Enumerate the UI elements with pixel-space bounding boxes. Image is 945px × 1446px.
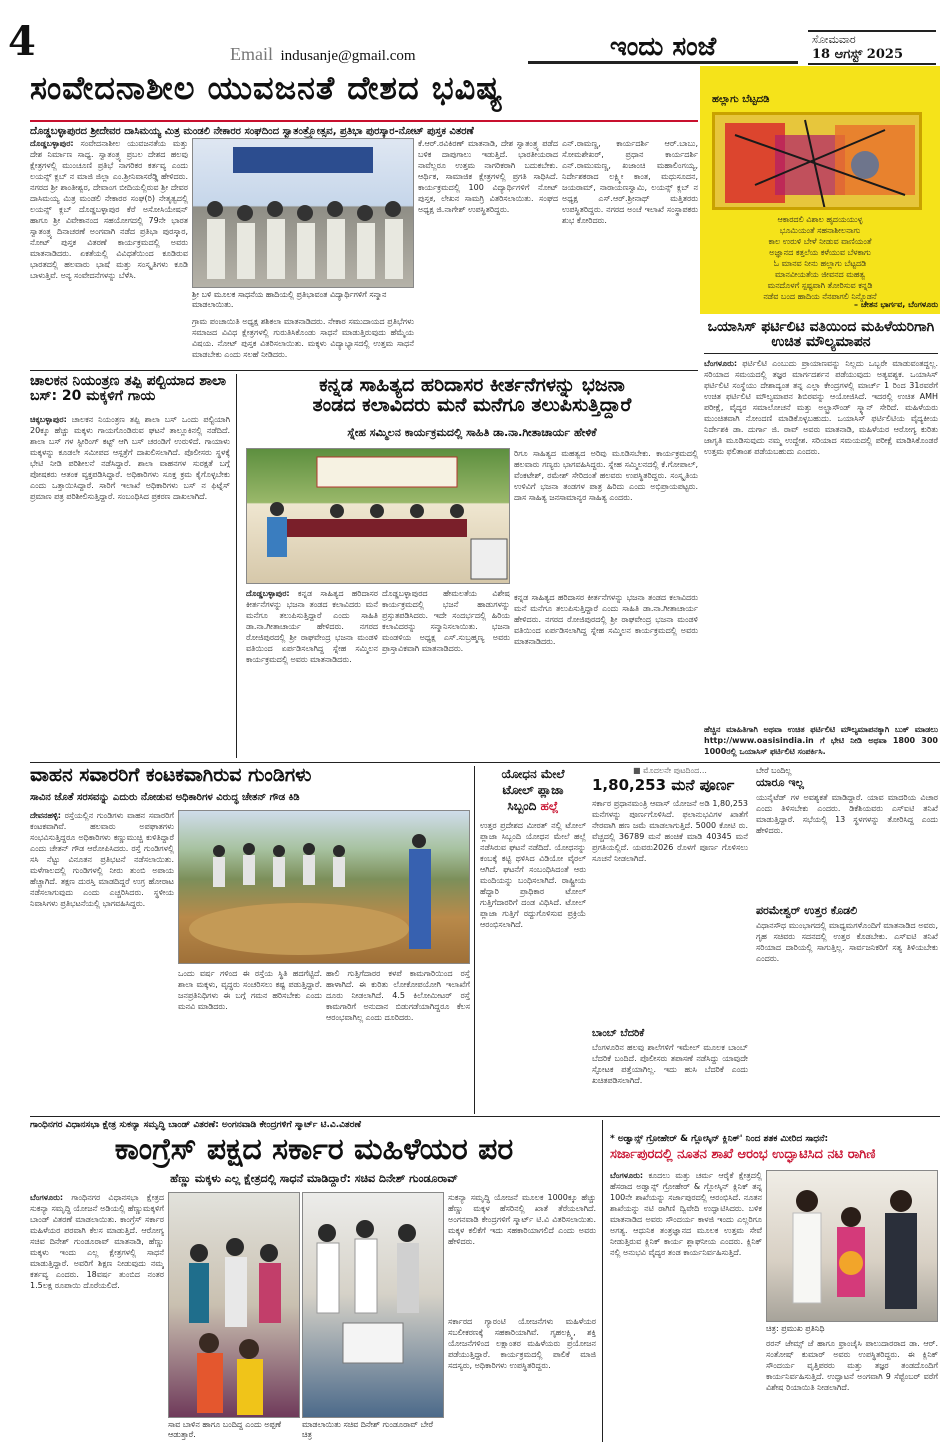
masthead xyxy=(528,30,798,64)
story2-body xyxy=(704,358,938,704)
day-label: ಸೋಮವಾರ xyxy=(812,33,856,46)
story10-headline: ಸರ್ಜಾಪುರದಲ್ಲಿ ನೂತನ ಶಾಖೆ ಆರಂಭ ಉದ್ಘಾಟಿಸಿದ ನಟಿ ರಾಗಿಣಿ xyxy=(610,1147,876,1162)
painting-art xyxy=(715,115,922,210)
story9-photo1 xyxy=(168,1192,300,1418)
story2-footer: ಹೆಚ್ಚಿನ ಮಾಹಿತಿಗಾಗಿ ಅಥವಾ ಉಚಿತ ಫರ್ಟಿಲಿಟಿ ಮೌಲ್ಯಮಾಪನಕ್ಕಾಗಿ ಬುಕ್ ಮಾಡಲು http://www.oasisindia.in ಗೆ ಭೇಟಿ ನೀಡಿ ಅಥವಾ 1800 300 1000ರಲ್ಲಿ ಒಯಾಸಿಸ್ ಫರ್ಟಿಲಿಟಿ ಸಂಪರ್ಕಿಸಿ. xyxy=(704,725,938,756)
email-label: Email xyxy=(230,44,273,64)
story9-caption2: ಮಾಡಲಾಯಿತು ಸಚಿವ ದಿನೇಶ್ ಗುಂಡೂರಾವ್ ಬೇರೆ ಚಿತ್ರ xyxy=(302,1420,434,1439)
story1-caption: ಶ್ರೀ ಬಳಿ ಮೂಲಕ ಸಾಧನೆಯ ಹಾದಿಯಲ್ಲಿ ಪ್ರತಿಭಾವಂತ ವಿದ್ಯಾರ್ಥಿಗಳಿಗೆ ಸನ್ಮಾನ ಮಾಡಲಾಯಿತು. xyxy=(192,290,387,309)
story6-kicker: ಯೋಧನ ಮೇಲೆ xyxy=(501,767,565,781)
story9-photo1-art xyxy=(169,1193,300,1418)
story9-kicker: ಗಾಂಧಿನಗರ ವಿಧಾನಸಭಾ ಕ್ಷೇತ್ರ ಸುಕನ್ಯಾ ಸಮೃದ್ಧಿ ಬಾಂಡ್ ವಿತರಣೆ: ಅಂಗನವಾಡಿ ಕೇಂದ್ರಗಳಿಗೆ ಸ್ಮಾರ್ಟ್ ಟಿ.ವಿ.ವಿತರಣೆ xyxy=(30,1120,362,1130)
poem-line: ಮಾನವೀಯತೆಯ ಜೀವನದ ಮಹತ್ವ xyxy=(774,270,866,279)
story4-headline xyxy=(246,376,698,416)
story9-dateline: ಬೆಂಗಳೂರು: xyxy=(30,1193,64,1202)
story8-headline: ಯಾರೂ ಇಲ್ಲ xyxy=(756,776,804,789)
story1-col3: ಕೆ.ಆರ್.ರವಿಕಿರಣ್ ಮಾತನಾಡಿ, ದೇಶ ಸ್ವಾತಂತ್ರ್ಯ ಪಡೆದ ಬಳಿಕ ದಾಪುಗಾಲು ಇಡುತ್ತಿದೆ. ಭಾರತೀಯರಾದ ನಾವೆಲ್ಲರೂ ಉತ್ತಮ ನಾಗರಿಕರಾಗಿ ಬದುಕಬೇಕು. ಆರ್ಥಿಕ, ಸಾಮಾಜಿಕ ಕ್ಷೇತ್ರಗಳಲ್ಲಿ ಪ್ರಗತಿ ಸಾಧಿಸಿದೆ. ಕಾರ್ಯಕ್ರಮದಲ್ಲಿ 100 ವಿದ್ಯಾರ್ಥಿಗಳಿಗೆ ನೋಟ್ ಪುಸ್ತಕ, ಲೇಖನ ಸಾಮಗ್ರಿ ವಿತರಿಸಲಾಯಿತು. ಸಂಘದ ಅಧ್ಯಕ್ಷ ಜಿ.ನಾಗೇಶ್ ಉಪಸ್ಥಿತರಿದ್ದರು. xyxy=(418,139,558,214)
story9-col2: ಸುಕನ್ಯಾ ಸಮೃದ್ಧಿ ಯೋಜನೆ ಮೂಲಕ 1000ಕ್ಕೂ ಹೆಚ್ಚು ಹೆಣ್ಣು ಮಕ್ಕಳ ಹೆಸರಿನಲ್ಲಿ ಖಾತೆ ತೆರೆಯಲಾಗಿದೆ. ಅಂಗನವಾಡಿ ಕೇಂದ್ರಗಳಿಗೆ ಸ್ಮಾರ್ಟ್ ಟಿ.ವಿ ವಿತರಿಸಲಾಯಿತು. ಮಕ್ಕಳ ಕಲಿಕೆಗೆ ಇದು ಸಹಕಾರಿಯಾಗಲಿದೆ ಎಂದು ಅವರು ಹೇಳಿದರು. xyxy=(448,1193,596,1246)
story9-col1-text: ಗಾಂಧಿನಗರ ವಿಧಾನಸಭಾ ಕ್ಷೇತ್ರದ ಸುಕನ್ಯಾ ಸಮೃದ್ಧಿ ಯೋಜನೆ ಅಡಿಯಲ್ಲಿ ಹೆಣ್ಣುಮಕ್ಕಳಿಗೆ ಬಾಂಡ್ ವಿತರಣೆ ಮಾಡಲಾಯಿತು. ಕಾಂಗ್ರೆಸ್ ಸರ್ಕಾರ ಮಹಿಳೆಯರ ಪರವಾಗಿ ಕೆಲಸ ಮಾಡುತ್ತಿದೆ. ಆರೋಗ್ಯ ಸಚಿವ ದಿನೇಶ್ ಗುಂಡೂರಾವ್ ಮಾತನಾಡಿ, ಹೆಣ್ಣು ಮಕ್ಕಳು ಇಂದು ಎಲ್ಲ ಕ್ಷೇತ್ರಗಳಲ್ಲಿ ಸಾಧನೆ ಮಾಡುತ್ತಿದ್ದಾರೆ. ಅವರಿಗೆ ಶಿಕ್ಷಣ ನೀಡುವುದು ನಮ್ಮ ಕರ್ತವ್ಯ ಎಂದರು. 18ವರ್ಷ ತುಂಬಿದ ನಂತರ 1.5ಲಕ್ಷ ರೂಪಾಯಿ ದೊರೆಯಲಿದೆ. xyxy=(30,1193,164,1290)
story4-photo xyxy=(246,448,510,584)
story6-headline-red: ಹಲ್ಲೆ xyxy=(540,799,559,813)
date-block xyxy=(808,30,936,65)
story10-photo-art xyxy=(767,1171,938,1322)
story4-headline-l1: ಕನ್ನಡ ಸಾಹಿತ್ಯದ ಹರಿದಾಸರ ಕೀರ್ತನೆಗಳನ್ನು ಭಜನಾ xyxy=(319,374,625,396)
poem-line: ಭೂಮಿಯಂತೆ ಸಹನಾಶೀಲನಾಗು xyxy=(779,226,861,235)
poem-line: ನಡೆವ ಬಂದ ಹಾದಿಯ ನೆನಪಾಗಲಿ ನಿನ್ನೊಡನೆ xyxy=(763,292,877,301)
story1-photo xyxy=(192,138,414,288)
story8-kicker: ಬೇರೆ ಬಂದಿಲ್ಲ xyxy=(756,766,792,775)
email-line xyxy=(230,44,416,65)
story1-col2: ಗ್ರಾಮ ಪಂಚಾಯಿತಿ ಅಧ್ಯಕ್ಷ ಶಶಿಕಲಾ ಮಾತನಾಡಿದರು. ನೇಕಾರ ಸಮುದಾಯದ ಪ್ರತಿಭೆಗಳು ಸಮಾಜದ ವಿವಿಧ ಕ್ಷೇತ್ರಗಳಲ್ಲಿ ಗುರುತಿಸಿಕೊಂಡು ಸಾಧನೆ ಮಾಡುತ್ತಿರುವುದು ಹೆಮ್ಮೆಯ ವಿಷಯ. ನೋಟ್ ಪುಸ್ತಕ ವಿತರಿಸಲಾಯಿತು. ಮಕ್ಕಳು ವಿದ್ಯಾಭ್ಯಾಸದಲ್ಲಿ ಉತ್ತಮ ಸಾಧನೆ ಮಾಡಬೇಕು ಎಂದು ಸಲಹೆ ನೀಡಿದರು. xyxy=(192,317,414,359)
story4-headline-l2: ತಂಡದ ಕಲಾವಿದರು ಮನೆ ಮನೆಗೂ ತಲುಪಿಸುತ್ತಿದ್ದಾರೆ xyxy=(312,393,632,416)
story9-headline: ಕಾಂಗ್ರೆಸ್ ಪಕ್ಷದ ಸರ್ಕಾರ ಮಹಿಳೆಯರ ಪರ xyxy=(114,1132,514,1167)
story8-body: ಯುನೈಟೆಡ್ ಗಳ ಅವಶ್ಯಕತೆ ಮಾಡಿದ್ದಾರೆ. ಯಾವ ಮಾದರಿಯ ವಿಚಾರ ಎಂದು ತಿಳಿಸಬೇಕು ಎಂದರು. ಡಿಕೆಶಿಯವರು ಎಸ್ಐಟಿ ತನಿಖೆ ಮಾಡುತ್ತಿದ್ದಾರೆ. ಸಭೆಯಲ್ಲಿ 13 ಸ್ಥಳಗಳನ್ನು ತೋರಿಸಿದ್ದ ಎಂದು ಹೇಳಿದರು. xyxy=(756,793,938,835)
story5-headline: ವಾಹನ ಸವಾರರಿಗೆ ಕಂಟಕವಾಗಿರುವ ಗುಂಡಿಗಳು xyxy=(30,764,312,786)
story7-body2: ಬೆಂಗಳೂರಿನ ಹಲವು ಶಾಲೆಗಳಿಗೆ ಇಮೇಲ್ ಮೂಲಕ ಬಾಂಬ್ ಬೆದರಿಕೆ ಬಂದಿದೆ. ಪೊಲೀಸರು ತಪಾಸಣೆ ನಡೆಸಿದ್ದು ಯಾವುದೇ ಸ್ಫೋಟಕ ಪತ್ತೆಯಾಗಿಲ್ಲ. ಇದು ಹುಸಿ ಬೆದರಿಕೆ ಎಂದು ಖಚಿತಪಡಿಸಲಾಗಿದೆ. xyxy=(592,1043,748,1085)
story9-subhead: ಹೆಣ್ಣು ಮಕ್ಕಳು ಎಲ್ಲ ಕ್ಷೇತ್ರದಲ್ಲಿ ಸಾಧನೆ ಮಾಡಿದ್ದಾರೆ: ಸಚಿವ ದಿನೇಶ್ ಗುಂಡೂರಾವ್ xyxy=(170,1172,458,1185)
story1-col1 xyxy=(30,138,188,368)
story9-col1 xyxy=(30,1192,164,1440)
story1-photo-art xyxy=(193,139,414,288)
story5-col1-text: ರಸ್ತೆಯಲ್ಲಿನ ಗುಂಡಿಗಳು ವಾಹನ ಸವಾರರಿಗೆ ಕಂಟಕವಾಗಿವೆ. ಹಲವಾರು ಅಪಘಾತಗಳು ಸಂಭವಿಸುತ್ತಿದ್ದರೂ ಅಧಿಕಾರಿಗಳು ಕಣ್ಣುಮುಚ್ಚಿ ಕುಳಿತಿದ್ದಾರೆ ಎಂದು ಚೇತನ್ ಗೌಡ ಆರೋಪಿಸಿದರು. ರಸ್ತೆ ಗುಂಡಿಗಳಲ್ಲಿ ಸಸಿ ನೆಟ್ಟು ವಿನೂತನ ಪ್ರತಿಭಟನೆ ನಡೆಸಲಾಯಿತು. ಮಳೆಗಾಲದಲ್ಲಿ ಗುಂಡಿಗಳಲ್ಲಿ ನೀರು ತುಂಬಿ ಅಪಾಯ ಹೆಚ್ಚಾಗಿದೆ. ತಕ್ಷಣ ದುರಸ್ತಿ ಮಾಡದಿದ್ದರೆ ಉಗ್ರ ಹೋರಾಟ ನಡೆಸಲಾಗುವುದು ಎಂದು ಎಚ್ಚರಿಸಿದರು. ಸ್ಥಳೀಯ ನಿವಾಸಿಗಳು ಪ್ರತಿಭಟನೆಯಲ್ಲಿ ಭಾಗವಹಿಸಿದ್ದರು. xyxy=(30,811,174,908)
masthead-text: ಇಂದು ಸಂಜೆ xyxy=(609,32,717,62)
story7-kicker-text: ಮೊದಲನೇ ಪುಟದಿಂದ... xyxy=(643,766,707,775)
story1-col1-text: ಸಂವೇದನಾಶೀಲ ಯುವಜನತೆಯ ಮತ್ತು ದೇಶ ನಿರ್ಮಾಣ ಸಾಧ್ಯ. ಸ್ವಾತಂತ್ರ್ಯ ಪ್ರಬಲ ದೇಶದ ಹಲವು ಕ್ಷೇತ್ರಗಳಲ್ಲಿ ಮುಂಚೂಣಿ ಪ್ರತಿಭೆ ನಾಗರಿಕರ ಕರ್ತವ್ಯ ಎಂದು ಲಯನ್ಸ್ ಕ್ಲಬ್ ನ ಮಾಜಿ ಜಿಲ್ಲಾ ಎಂ.ಶ್ರೀನಿವಾಸರೆಡ್ಡಿ ಹೇಳಿದರು. ನಗರದ ಶ್ರೀ ಶಾಂತೀಶ್ವರ, ದೇವಾಂಗ ಬೀದಿಯಲ್ಲಿರುವ ಶ್ರೀ ದೇವರ ದಾಸಿಮಯ್ಯ ಮಿತ್ರ ಮಂಡಲಿ ನೇಕಾರರ ಸಂಘ(ರಿ) ನೇತೃತ್ವದಲ್ಲಿ ಲಯನ್ಸ್ ಕ್ಲಬ್ ದೊಡ್ಡಬಳ್ಳಾಪುರ ಕೆರೆ ಅಸೋಸಿಯೇಷನ್ ಹಾಗೂ ಶ್ರೀ ವಿವೇಕಾನಂದ ಸಹಯೋಗದಲ್ಲಿ 79ನೇ ಭಾರತ ಸ್ವಾತಂತ್ರ್ಯ ದಿನಾಚರಣೆ ಅಂಗವಾಗಿ ನಡೆದ ಪ್ರತಿಭಾ ಪುರಸ್ಕಾರ, ನೋಟ್ ಪುಸ್ತಕ ವಿತರಣೆ ಕಾರ್ಯಕ್ರಮದಲ್ಲಿ ಅವರು ಮಾತನಾಡಿದರು. ಏಕತೆಯಲ್ಲಿ ವಿವಿಧತೆಯಿಂದ ಕೂಡಿರುವ ಭಾರತದಲ್ಲಿ ಹಲವಾರು ಭಾಷೆ ಮತ್ತು ಸಂಸ್ಕೃತಿಗಳು ಕೂಡಿ ಬಾಳುತ್ತಿವೆ. ಅನ್ಯ ಸಂವೇದನೆಗಳನ್ನು ಬೆಳೆಸಿ. xyxy=(30,139,188,280)
story8-sub: ಪರಮೇಶ್ವರ್ ಉತ್ತರ ಕೊಡಲಿ xyxy=(756,904,858,917)
story10-body2: ರರನ್ ಜೇಮ್ಸ್ ಜೆ ಹಾಗೂ ಫ್ರಾಂಚೈಸಿ ಪಾಲುದಾರರಾದ ಡಾ. ಆರ್. ಸಂತೋಷ್ ಕುಮಾರ್ ಅವರು ಉಪಸ್ಥಿತರಿದ್ದರು. ಈ ಕ್ಲಿನಿಕ್ ಸೌಂದರ್ಯ ವೃತ್ತಿಪರರು ಮತ್ತು ತಜ್ಞರ ತಂಡದೊಂದಿಗೆ ಕಾರ್ಯನಿರ್ವಹಿಸುತ್ತಿದೆ. ಉದ್ಘಾಟನೆ ಅಂಗವಾಗಿ 9 ಸೆಪ್ಟೆಂಬರ್ ವರೆಗೆ ವಿಶೇಷ ರಿಯಾಯಿತಿ ನೀಡಲಾಗಿದೆ. xyxy=(766,1339,938,1392)
story2-dateline: ಬೆಂಗಳೂರು: xyxy=(704,359,738,368)
poem-lines xyxy=(708,214,932,302)
story7-sub: ಬಾಂಬ್ ಬೆದರಿಕೆ xyxy=(592,1028,645,1039)
story3-headline: ಚಾಲಕನ ನಿಯಂತ್ರಣ ತಪ್ಪಿ ಪಲ್ಟಿಯಾದ ಶಾಲಾ ಬಸ್: 20 ಮಕ್ಕಳಿಗೆ ಗಾಯ xyxy=(30,373,227,404)
story4-col3: ರಿಗೂ ಸಾಹಿತ್ಯದ ಮಹತ್ವದ ಅರಿವು ಮೂಡಿಸಬೇಕು. ಕಾರ್ಯಕ್ರಮದಲ್ಲಿ ಹಲವಾರು ಗಣ್ಯರು ಭಾಗವಹಿಸಿದ್ದರು. ಸ್ನೇಹ ಸಮ್ಮಿಲನದಲ್ಲಿ ಕೆ.ಗೋಪಾಲ್, ವೆಂಕಟೇಶ್, ರಮೇಶ್ ಸೇರಿದಂತೆ ಹಲವರು ಉಪಸ್ಥಿತರಿದ್ದರು. ಸಂಸ್ಕೃತಿಯ ಉಳಿವಿಗೆ ಭಜನಾ ತಂಡಗಳ ಪಾತ್ರ ಹಿರಿದು ಎಂದು ಅಭಿಪ್ರಾಯಪಟ್ಟರು. ದಾಸ ಸಾಹಿತ್ಯ ಜನಸಾಮಾನ್ಯರ ಸಾಹಿತ್ಯ ಎಂದರು. xyxy=(514,449,698,502)
divider xyxy=(30,1116,940,1117)
story3-body-text: ಚಾಲಕನ ನಿಯಂತ್ರಣ ತಪ್ಪಿ ಶಾಲಾ ಬಸ್ ಒಂದು ಪಲ್ಟಿಯಾಗಿ 20ಕ್ಕೂ ಹೆಚ್ಚು ಮಕ್ಕಳು ಗಾಯಗೊಂಡಿರುವ ಘಟನೆ ತಾಲ್ಲೂಕಿನಲ್ಲಿ ನಡೆದಿದೆ. ಶಾಲಾ ಬಸ್ ಗಳ ಸ್ಟೀರಿಂಗ್ ಕಟ್ಟ್ ಆಗಿ ಬಸ್ ಚರಂಡಿಗೆ ಉರುಳಿದೆ. ಗಾಯಾಳು ಮಕ್ಕಳನ್ನು ಕೂಡಲೇ ಸಮೀಪದ ಆಸ್ಪತ್ರೆಗೆ ದಾಖಲಿಸಲಾಗಿದೆ. ಪೊಲೀಸರು ಸ್ಥಳಕ್ಕೆ ಭೇಟಿ ನೀಡಿ ಪರಿಶೀಲನೆ ನಡೆಸಿದ್ದಾರೆ. ಶಾಲಾ ವಾಹನಗಳ ಸುರಕ್ಷತೆ ಬಗ್ಗೆ ಪೋಷಕರು ಆತಂಕ ವ್ಯಕ್ತಪಡಿಸಿದ್ದಾರೆ. ಅಧಿಕಾರಿಗಳು ಸೂಕ್ತ ಕ್ರಮ ಕೈಗೊಳ್ಳಬೇಕು ಎಂದು ಒತ್ತಾಯಿಸಿದ್ದಾರೆ. ಸಾರಿಗೆ ಇಲಾಖೆ ಅಧಿಕಾರಿಗಳು ಬಸ್ ನ ಫಿಟ್ನೆಸ್ ಪ್ರಮಾಣ ಪತ್ರ ಪರಿಶೀಲಿಸುತ್ತಿದ್ದಾರೆ. ಸಂಬಂಧಿಸಿದ ಪ್ರಕರಣ ದಾಖಲಾಗಿದೆ. xyxy=(30,415,230,501)
story10-photo xyxy=(766,1170,938,1322)
story7-kicker: ■ ಮೊದಲನೇ ಪುಟದಿಂದ... xyxy=(633,766,707,775)
story4-photo-art xyxy=(247,449,510,584)
divider xyxy=(602,1120,603,1442)
story2-headline: ಒಯಾಸಿಸ್ ಫರ್ಟಿಲಿಟಿ ವತಿಯಿಂದ ಮಹಿಳೆಯರಿಗಾಗಿ ಉಚಿತ ಮೌಲ್ಯಮಾಪನ xyxy=(704,320,938,354)
story9-photo2 xyxy=(302,1192,444,1418)
story1-subhead: ದೊಡ್ಡಬಳ್ಳಾಪುರದ ಶ್ರೀದೇವರ ದಾಸಿಮಯ್ಯ ಮಿತ್ರ ಮಂಡಲಿ ನೇಕಾರರ ಸಂಘದಿಂದ ಸ್ವಾತಂತ್ರ್ಯೋತ್ಸವ, ಪ್ರತಿಭಾ ಪುರಸ್ಕಾರ-ನೋಟ್ ಪುಸ್ತಕ ವಿತರಣೆ xyxy=(30,120,698,137)
story8-body2: ವಿಧಾನಸೌಧ ಮುಂಭಾಗದಲ್ಲಿ ಮಾಧ್ಯಮಗಳೊಂದಿಗೆ ಮಾತನಾಡಿದ ಅವರು, ಗೃಹ ಸಚಿವರು ಸದನದಲ್ಲಿ ಉತ್ತರ ಕೊಡಬೇಕು. ಎಸ್ಐಟಿ ತನಿಖೆ ಸರಿಯಾದ ದಾರಿಯಲ್ಲಿ ಸಾಗುತ್ತಿಲ್ಲ. ಸಾರ್ವಜನಿಕರಿಗೆ ಸತ್ಯ ತಿಳಿಯಬೇಕು ಎಂದರು. xyxy=(756,921,938,963)
story3-dateline: ಚಿಕ್ಕಬಳ್ಳಾಪುರ: xyxy=(30,415,67,424)
story10-kicker: * ಅಡ್ವಾನ್ಸ್ ಗ್ರೋಹೇರ್ & ಗ್ಲೋಸ್ಕಿನ್ ಕ್ಲಿನಿಕ್' ನಿಂದ ಶತಕ ಮೀರಿದ ಸಾಧನೆ: xyxy=(610,1134,829,1144)
story1-dateline: ದೊಡ್ಡಬಳ್ಳಾಪುರ: xyxy=(30,139,74,148)
story1-headline: ಸಂವೇದನಾಶೀಲ ಯುವಜನತೆ ದೇಶದ ಭವಿಷ್ಯ xyxy=(30,69,504,107)
story6-headline xyxy=(480,766,586,814)
story5-col3: ಹಾಲಿ ಗುತ್ತಿಗೆದಾರರ ಕಳಪೆ ಕಾಮಗಾರಿಯಿಂದ ರಸ್ತೆ ಹಾಳಾಗಿದೆ. ಈ ಕುರಿತು ಲೋಕೋಪಯೋಗಿ ಇಲಾಖೆಗೆ ದೂರು ನೀಡಲಾಗಿದೆ. 4.5 ಕಿಲೋಮೀಟರ್ ರಸ್ತೆ ಕಾಮಗಾರಿಗೆ ಅನುದಾನ ಬಿಡುಗಡೆಯಾಗಿದ್ದರೂ ಕೆಲಸ ಆರಂಭವಾಗಿಲ್ಲ ಎಂದು ದೂರಿದರು. xyxy=(326,969,470,1022)
story5-photo xyxy=(178,810,470,964)
story10-body xyxy=(610,1170,762,1440)
story5-col1 xyxy=(30,810,174,1112)
story4-col1 xyxy=(246,588,378,758)
poem-author: – ಚೇತನ ಭಾರ್ಗವ, ಬೆಂಗಳೂರು xyxy=(854,300,938,309)
poem-title: ಹಲ್ಲಾಗು ಬೆಟ್ಟದಡಿ xyxy=(712,94,770,105)
divider xyxy=(30,370,698,371)
story4-col1-text: ಕನ್ನಡ ಸಾಹಿತ್ಯದ ಹರಿದಾಸರ ಕೀರ್ತನೆಗಳನ್ನು ಭಜನಾ ತಂಡದ ಕಲಾವಿದರು ಮನೆ ಮನೆಗೂ ತಲುಪಿಸುತ್ತಿದ್ದಾರೆ ಎಂದು ಸಾಹಿತಿ ಡಾ.ನಾ.ಗೀತಾಚಾರ್ಯ ಹೇಳಿದರು. ನಗರದ ರೋಜಿಪುರದಲ್ಲಿ ಶ್ರೀ ರಾಘವೇಂದ್ರ ಭಜನಾ ಮಂಡಳಿ ವತಿಯಿಂದ ಏರ್ಪಡಿಸಲಾಗಿದ್ದ ಸ್ನೇಹ ಸಮ್ಮಿಲನ ಕಾರ್ಯಕ್ರಮದಲ್ಲಿ ಅವರು ಮಾತನಾಡಿದರು. xyxy=(246,589,378,664)
divider xyxy=(474,766,475,1114)
story3-body xyxy=(30,414,230,758)
story7-body: ಸರ್ಕಾರ ಪ್ರಧಾನಮಂತ್ರಿ ಆವಾಸ್ ಯೋಜನೆ ಅಡಿ 1,80,253 ಮನೆಗಳನ್ನು ಪೂರ್ಣಗೊಳಿಸಿದೆ. ಫಲಾನುಭವಿಗಳ ಖಾತೆಗೆ ನೇರವಾಗಿ ಹಣ ಜಮೆ ಮಾಡಲಾಗುತ್ತಿದೆ. 5000 ಕೋಟಿ ರು. ವೆಚ್ಚದಲ್ಲಿ 36789 ಮನೆ ಹಂಚಿಕೆ ಮಾಡಿ 40345 ಮನೆ ಪ್ರಗತಿಯಲ್ಲಿದೆ. ಯವರು2026 ರೊಳಗೆ ಪೂರ್ಣ ಗೊಳಿಸಲು ಸೂಚನೆ ನೀಡಲಾಗಿದೆ. xyxy=(592,799,748,863)
story9-photo2-art xyxy=(303,1193,444,1418)
story6-body: ಉತ್ತರ ಪ್ರದೇಶದ ಮೀರತ್ ನಲ್ಲಿ ಟೋಲ್ ಪ್ಲಾಜಾ ಸಿಬ್ಬಂದಿ ಯೋಧನ ಮೇಲೆ ಹಲ್ಲೆ ನಡೆಸಿರುವ ಘಟನೆ ನಡೆದಿದೆ. ಯೋಧನನ್ನು ಕಂಬಕ್ಕೆ ಕಟ್ಟಿ ಥಳಿಸಿದ ವಿಡಿಯೋ ವೈರಲ್ ಆಗಿದೆ. ಘಟನೆಗೆ ಸಂಬಂಧಿಸಿದಂತೆ ಆರು ಮಂದಿಯನ್ನು ಬಂಧಿಸಲಾಗಿದೆ. ರಾಷ್ಟ್ರೀಯ ಹೆದ್ದಾರಿ ಪ್ರಾಧಿಕಾರ ಟೋಲ್ ಗುತ್ತಿಗೆದಾರರಿಗೆ ದಂಡ ವಿಧಿಸಿದೆ. ಟೋಲ್ ಪ್ಲಾಜಾ ಗುತ್ತಿಗೆ ರದ್ದುಗೊಳಿಸುವ ಪ್ರಕ್ರಿಯೆ ಆರಂಭಿಸಲಾಗಿದೆ. xyxy=(480,821,586,929)
page-number: 4 xyxy=(8,18,36,65)
poem-line: ಕಾಲ ಉರುಳಿ ಬೇಳೆ ನೀಡುವ ವಾಣಿಯಂತೆ xyxy=(768,237,872,246)
story5-photo-art xyxy=(179,811,470,964)
story2-body-text: ಫರ್ಟಿಲಿಟಿ ಎಂಬುದು ಪ್ರಾಯಾಣವನ್ನು ನಿಲ್ಲದು ಒಬ್ಬರೇ ಮಾಡುವಂತದ್ದಲ್ಲ. ಸರಿಯಾದ ಸಮಯದಲ್ಲಿ ತಜ್ಞರ ಮಾರ್ಗದರ್ಶನ ಪಡೆಯುವುದು ಅತ್ಯವಶ್ಯಕ. ಒಯಾಸಿಸ್ ಫರ್ಟಿಲಿಟಿ ಸಂಸ್ಥೆಯು ದೇಶಾದ್ಯಂತ ತನ್ನ ಎಲ್ಲಾ ಕೇಂದ್ರಗಳಲ್ಲಿ ಮಾರ್ಚ್ 1 ರಿಂದ 31ರವರೆಗೆ ಉಚಿತ ಫರ್ಟಿಲಿಟಿ ಮೌಲ್ಯಮಾಪನ ಶಿಬಿರವನ್ನು ಆಯೋಜಿಸಿದೆ. ಇದರಲ್ಲಿ ಉಚಿತ AMH ಪರೀಕ್ಷೆ, ವೈದ್ಯರ ಸಮಾಲೋಚನೆ ಮತ್ತು ಅಲ್ಟ್ರಾಸೌಂಡ್ ಸ್ಕ್ಯಾನ್ ಸೇರಿದೆ. ಮಹಿಳೆಯರು ಮುಂಚಿತವಾಗಿ ನೋಂದಣಿ ಮಾಡಿಕೊಳ್ಳಬಹುದು. ಒಯಾಸಿಸ್ ಫರ್ಟಿಲಿಟಿಯ ವೈದ್ಯಕೀಯ ನಿರ್ದೇಶಕಿ ಡಾ. ದುರ್ಗಾ ಜಿ. ರಾವ್ ಅವರು ಮಾತನಾಡಿ, ಮಹಿಳೆಯರ ಆರೋಗ್ಯ ಕುರಿತು ಜಾಗೃತಿ ಮೂಡಿಸುವುದು ನಮ್ಮ ಉದ್ದೇಶ. ಸರಿಯಾದ ಸಮಯದಲ್ಲಿ ಪರೀಕ್ಷೆ ಮಾಡಿಸಿಕೊಂಡರೆ ಉತ್ತಮ ಫಲಿತಾಂಶ ಪಡೆಯಬಹುದು ಎಂದರು. xyxy=(704,359,938,456)
story4-col2: ದೊಡ್ಡಬಳ್ಳಾಪುರದ ಹೇಮಲತೆಯ ವಿಶೇಷ ಕಾರ್ಯಕ್ರಮದಲ್ಲಿ ಭಜನೆ ಹಾಡುಗಳನ್ನು ಪ್ರಸ್ತುತಪಡಿಸಿದರು. ಇದೇ ಸಂದರ್ಭದಲ್ಲಿ ಹಿರಿಯ ಕಲಾವಿದರನ್ನು ಸನ್ಮಾನಿಸಲಾಯಿತು. ಭಜನಾ ಮಂಡಳಿಯ ಅಧ್ಯಕ್ಷ ಎಸ್.ಸುಬ್ರಹ್ಮಣ್ಯ ಅವರು ಪ್ರಾಸ್ತಾವಿಕವಾಗಿ ಮಾತನಾಡಿದರು. xyxy=(382,589,510,653)
story5-col2: ಒಂದು ವರ್ಷ ಗಳಿಂದ ಈ ರಸ್ತೆಯ ಸ್ಥಿತಿ ಹದಗೆಟ್ಟಿದೆ. ಶಾಲಾ ಮಕ್ಕಳು, ವೃದ್ಧರು ಸಂಚರಿಸಲು ಕಷ್ಟ ಪಡುತ್ತಿದ್ದಾರೆ. ಜನಪ್ರತಿನಿಧಿಗಳು ಈ ಬಗ್ಗೆ ಗಮನ ಹರಿಸಬೇಕು ಎಂದು ಮನವಿ ಮಾಡಿದರು. xyxy=(178,969,322,1011)
poem-line: ಓ ಮಾನವ ನೀನು ಹಲ್ಲಾಗು ಬೆಟ್ಟದಡಿ xyxy=(773,259,867,268)
story10-dateline: ಬೆಂಗಳೂರು: xyxy=(610,1171,644,1180)
story9-col3: ಸರ್ಕಾರದ ಗ್ಯಾರಂಟಿ ಯೋಜನೆಗಳು ಮಹಿಳೆಯರ ಸಬಲೀಕರಣಕ್ಕೆ ಸಹಕಾರಿಯಾಗಿವೆ. ಗೃಹಲಕ್ಷ್ಮಿ, ಶಕ್ತಿ ಯೋಜನೆಗಳಿಂದ ಲಕ್ಷಾಂತರ ಮಹಿಳೆಯರು ಪ್ರಯೋಜನ ಪಡೆಯುತ್ತಿದ್ದಾರೆ. ಕಾರ್ಯಕ್ರಮದಲ್ಲಿ ಪಾಲಿಕೆ ಮಾಜಿ ಸದಸ್ಯರು, ಅಧಿಕಾರಿಗಳು ಉಪಸ್ಥಿತರಿದ್ದರು. xyxy=(448,1317,596,1370)
poem-line: ಅಜ್ಞಾನದ ಕತ್ತಲೆಯ ಕಳೆಯುವ ಬೆಳಕಾಗು xyxy=(769,248,871,257)
date-label: 18 ಆಗಸ್ಟ್ 2025 xyxy=(812,47,903,62)
story5-dateline: ದೇವನಹಳ್ಳಿ: xyxy=(30,811,61,820)
story9-caption1: ಸಾವ ಬಾಳಿನ ಹಾಗೂ ಬಂದಿದ್ದ ಎಂದು ಅಪ್ಪಣೆ ಆಡುತ್ತಾರೆ. xyxy=(168,1420,282,1439)
story1-col4: ಎನ್.ರಾಮಣ್ಣ, ಕಾರ್ಯದರ್ಶಿ ಆರ್.ಬಾಬು, ಸೋಮಶೇಖರ್, ಪ್ರಧಾನ ಕಾರ್ಯದರ್ಶಿ ಎನ್.ರಾಮುಮಣ್ಣ, ಖಜಾಂಚಿ ಮಹಾಲಿಂಗಯ್ಯ, ನಿರ್ದೇಶಕರಾದ ಲಕ್ಷ್ಮೀ ಕಾಂತ, ಮಧುಸೂದನ, ಜಯರಾಮ್, ನಾರಾಯಣಸ್ವಾಮಿ, ಲಯನ್ಸ್ ಕ್ಲಬ್ ನ ಅಧ್ಯಕ್ಷ ಎಸ್.ಆರ್.ಶ್ರೀನಾಥ್ ಮತ್ತಿತರರು ಉಪಸ್ಥಿತರಿದ್ದರು. ನಗರದ ಅಂಚೆ ಇಲಾಖೆ ಸಂಸ್ಥಾಪಕರು ಶುಭ ಕೋರಿದರು. xyxy=(562,139,698,225)
story10-caption: ಚಿತ್ರ: ಪ್ರಮುಖ ಪ್ರತಿನಿಧಿ xyxy=(766,1324,825,1333)
story10-body-text: ಕೂದಲು ಮತ್ತು ಚರ್ಮ ಆರೈಕೆ ಕ್ಷೇತ್ರದಲ್ಲಿ ಹೆಸರಾದ ಅಡ್ವಾನ್ಸ್ ಗ್ರೋಹೇರ್ & ಗ್ಲೋಸ್ಕಿನ್ ಕ್ಲಿನಿಕ್ ತನ್ನ 100ನೇ ಶಾಖೆಯನ್ನು ಸರ್ಜಾಪುರದಲ್ಲಿ ಆರಂಭಿಸಿದೆ. ನೂತನ ಶಾಖೆಯನ್ನು ನಟಿ ರಾಗಿಣಿ ದ್ವಿವೇದಿ ಉದ್ಘಾಟಿಸಿದರು. ಬಳಿಕ ಮಾತನಾಡಿದ ಅವರು ಸೌಂದರ್ಯ ಕಾಳಜಿ ಇಂದು ಎಲ್ಲರಿಗೂ ಅಗತ್ಯ. ಆಧುನಿಕ ತಂತ್ರಜ್ಞಾನದ ಮೂಲಕ ಉತ್ತಮ ಸೇವೆ ನೀಡುತ್ತಿರುವ ಕ್ಲಿನಿಕ್ ಕಾರ್ಯ ಶ್ಲಾಘನೀಯ ಎಂದರು. ಕ್ಲಿನಿಕ್ ನಲ್ಲಿ ಅನುಭವಿ ವೈದ್ಯರ ತಂಡ ಕಾರ್ಯನಿರ್ವಹಿಸುತ್ತಿದೆ. xyxy=(610,1171,762,1257)
email-address[interactable]: indusanje@gmail.com xyxy=(280,48,416,64)
story6-headline-l2: ಸಿಬ್ಬಂದಿ xyxy=(507,799,537,813)
story4-col3b: ಕನ್ನಡ ಸಾಹಿತ್ಯದ ಹರಿದಾಸರ ಕೀರ್ತನೆಗಳನ್ನು ಭಜನಾ ತಂಡದ ಕಲಾವಿದರು ಮನೆ ಮನೆಗೂ ತಲುಪಿಸುತ್ತಿದ್ದಾರೆ ಎಂದು ಸಾಹಿತಿ ಡಾ.ನಾ.ಗೀತಾಚಾರ್ಯ ಹೇಳಿದರು. ನಗರದ ರೋಜಿಪುರದಲ್ಲಿ ಶ್ರೀ ರಾಘವೇಂದ್ರ ಭಜನಾ ಮಂಡಳಿ ವತಿಯಿಂದ ಏರ್ಪಡಿಸಲಾಗಿದ್ದ ಸ್ನೇಹ ಸಮ್ಮಿಲನ ಕಾರ್ಯಕ್ರಮದಲ್ಲಿ ಅವರು ಮಾತನಾಡಿದರು. xyxy=(514,593,698,646)
story4-dateline: ದೊಡ್ಡಬಳ್ಳಾಪುರ: xyxy=(246,589,290,598)
poem-painting xyxy=(712,112,922,210)
poem-line: ಮನದೊಳಗೆ ಸ್ಪಷ್ಟವಾಗಿ ತೋರಿಸುವ ಕನ್ನಡಿ xyxy=(767,281,873,290)
divider xyxy=(236,374,237,758)
story6-headline-l2-wrap xyxy=(480,798,586,814)
story4-subhead: ಸ್ನೇಹ ಸಮ್ಮಿಲನ ಕಾರ್ಯಕ್ರಮದಲ್ಲಿ ಸಾಹಿತಿ ಡಾ.ನಾ.ಗೀತಾಚಾರ್ಯ ಹೇಳಿಕೆ xyxy=(347,426,597,439)
divider xyxy=(30,762,940,763)
story5-subhead: ಸಾವಿನ ಜೊತೆ ಸರಸವನ್ನು ಎದುರು ನೋಡುವ ಅಧಿಕಾರಿಗಳ ವಿರುದ್ಧ ಚೇತನ್ ಗೌಡ ಕಿಡಿ xyxy=(30,792,300,803)
story7-headline: 1,80,253 ಮನೆ ಪೂರ್ಣ xyxy=(592,776,735,794)
story6-headline-l1: ಟೋಲ್ ಪ್ಲಾಜಾ xyxy=(502,783,564,797)
poem-line: ಆಕಾರದಲಿ ವಿಶಾಲ ಹೃದಯಯುಳ್ಳ xyxy=(777,215,863,224)
